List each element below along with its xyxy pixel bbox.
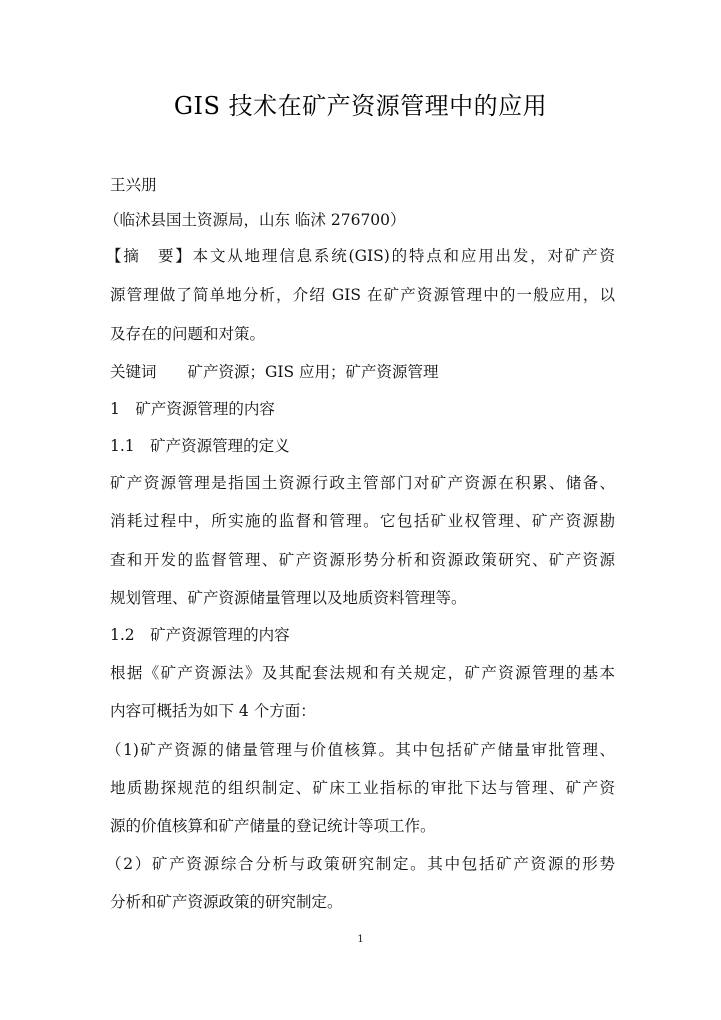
body-line: 矿产资源管理是指国土资源行政主管部门对矿产资源在积累、储备、 [110,474,615,492]
body-line: 源的价值核算和矿产储量的登记统计等项工作。 [110,817,436,835]
abstract-line: 【摘 要】本文从地理信息系统(GIS)的特点和应用出发，对矿产资 [106,247,615,265]
body-line: 查和开发的监督管理、矿产资源形势分析和资源政策研究、矿产资源 [110,551,615,569]
section-heading-1-1: 1.1 矿产资源管理的定义 [110,437,290,455]
section-heading-1-2: 1.2 矿产资源管理的内容 [110,626,290,644]
body-line: 地质勘探规范的组织制定、矿床工业指标的审批下达与管理、矿产资 [110,779,615,797]
body-line: 根据《矿产资源法》及其配套法规和有关规定，矿产资源管理的基本 [110,664,615,682]
body-line: 内容可概括为如下 4 个方面： [110,702,316,720]
section-heading-1: 1 矿产资源管理的内容 [110,400,275,418]
body-line: 分析和矿产资源政策的研究制定。 [110,893,343,911]
body-line: 规划管理、矿产资源储量管理以及地质资料管理等。 [110,589,467,607]
body-line: 消耗过程中，所实施的监督和管理。它包括矿业权管理、矿产资源勘 [110,512,615,530]
page-number: 1 [357,934,364,945]
body-line: （1)矿产资源的储量管理与价值核算。其中包括矿产储量审批管理、 [106,741,615,759]
abstract-line: 及存在的问题和对策。 [110,325,266,343]
abstract-line: 源管理做了简单地分析，介绍 GIS 在矿产资源管理中的一般应用，以 [110,286,615,304]
author-name: 王兴朋 [110,176,157,194]
keywords: 关键词 矿产资源；GIS 应用；矿产资源管理 [110,363,439,381]
document-title: GIS 技术在矿产资源管理中的应用 [173,92,548,120]
author-affiliation: （临沭县国土资源局，山东 临沭 276700） [104,211,406,229]
body-line: （2）矿产资源综合分析与政策研究制定。其中包括矿产资源的形势 [106,855,615,873]
